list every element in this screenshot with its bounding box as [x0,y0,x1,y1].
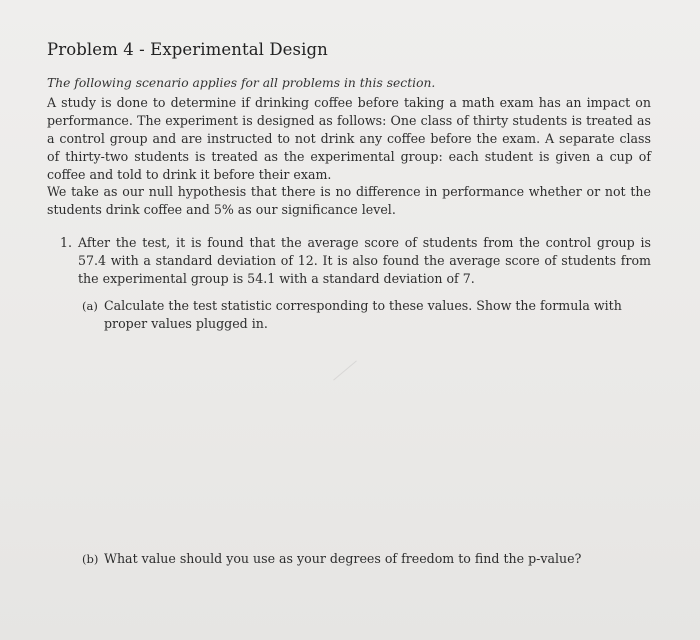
question-1a [82,297,651,333]
scenario-paragraph-1: A study is done to determine if drinking coffee before taking a math exam has an impact on performance. The experiment is designed as follows: One class of thirty students is treated as a control group and are instructed to not drink any coffee before the exam. A separate class of thirty-two students is treated as the experimental group: each student is given a cup of coffee and told to drink it before their exam. [47,95,651,182]
faint-pencil-mark [333,360,357,380]
scenario-paragraph-2: We take as our null hypothesis that there is no difference in performance whether or not the students drink coffee and 5% as our significance level. [47,184,651,217]
problem-heading: Problem 4 - Experimental Design [47,40,328,59]
question-1b-text: What value should you use as your degrees of freedom to find the p-value? [104,551,582,566]
scenario-intro: The following scenario applies for all problems in this section. [47,76,436,90]
question-1 [60,234,651,288]
question-1-number: 1. [60,235,73,250]
question-1-text: After the test, it is found that the average score of students from the control group is 57.4 with a standard deviation of 12. It is also found the average score of students from the experimental group is 54.1 with a standard deviation of 7. [78,235,651,286]
question-1b [82,550,651,568]
question-1a-label: (a) [82,299,98,313]
question-1a-text: Calculate the test statistic corresponding to these values. Show the formula with proper values plugged in. [104,298,622,331]
question-1b-label: (b) [82,552,99,566]
